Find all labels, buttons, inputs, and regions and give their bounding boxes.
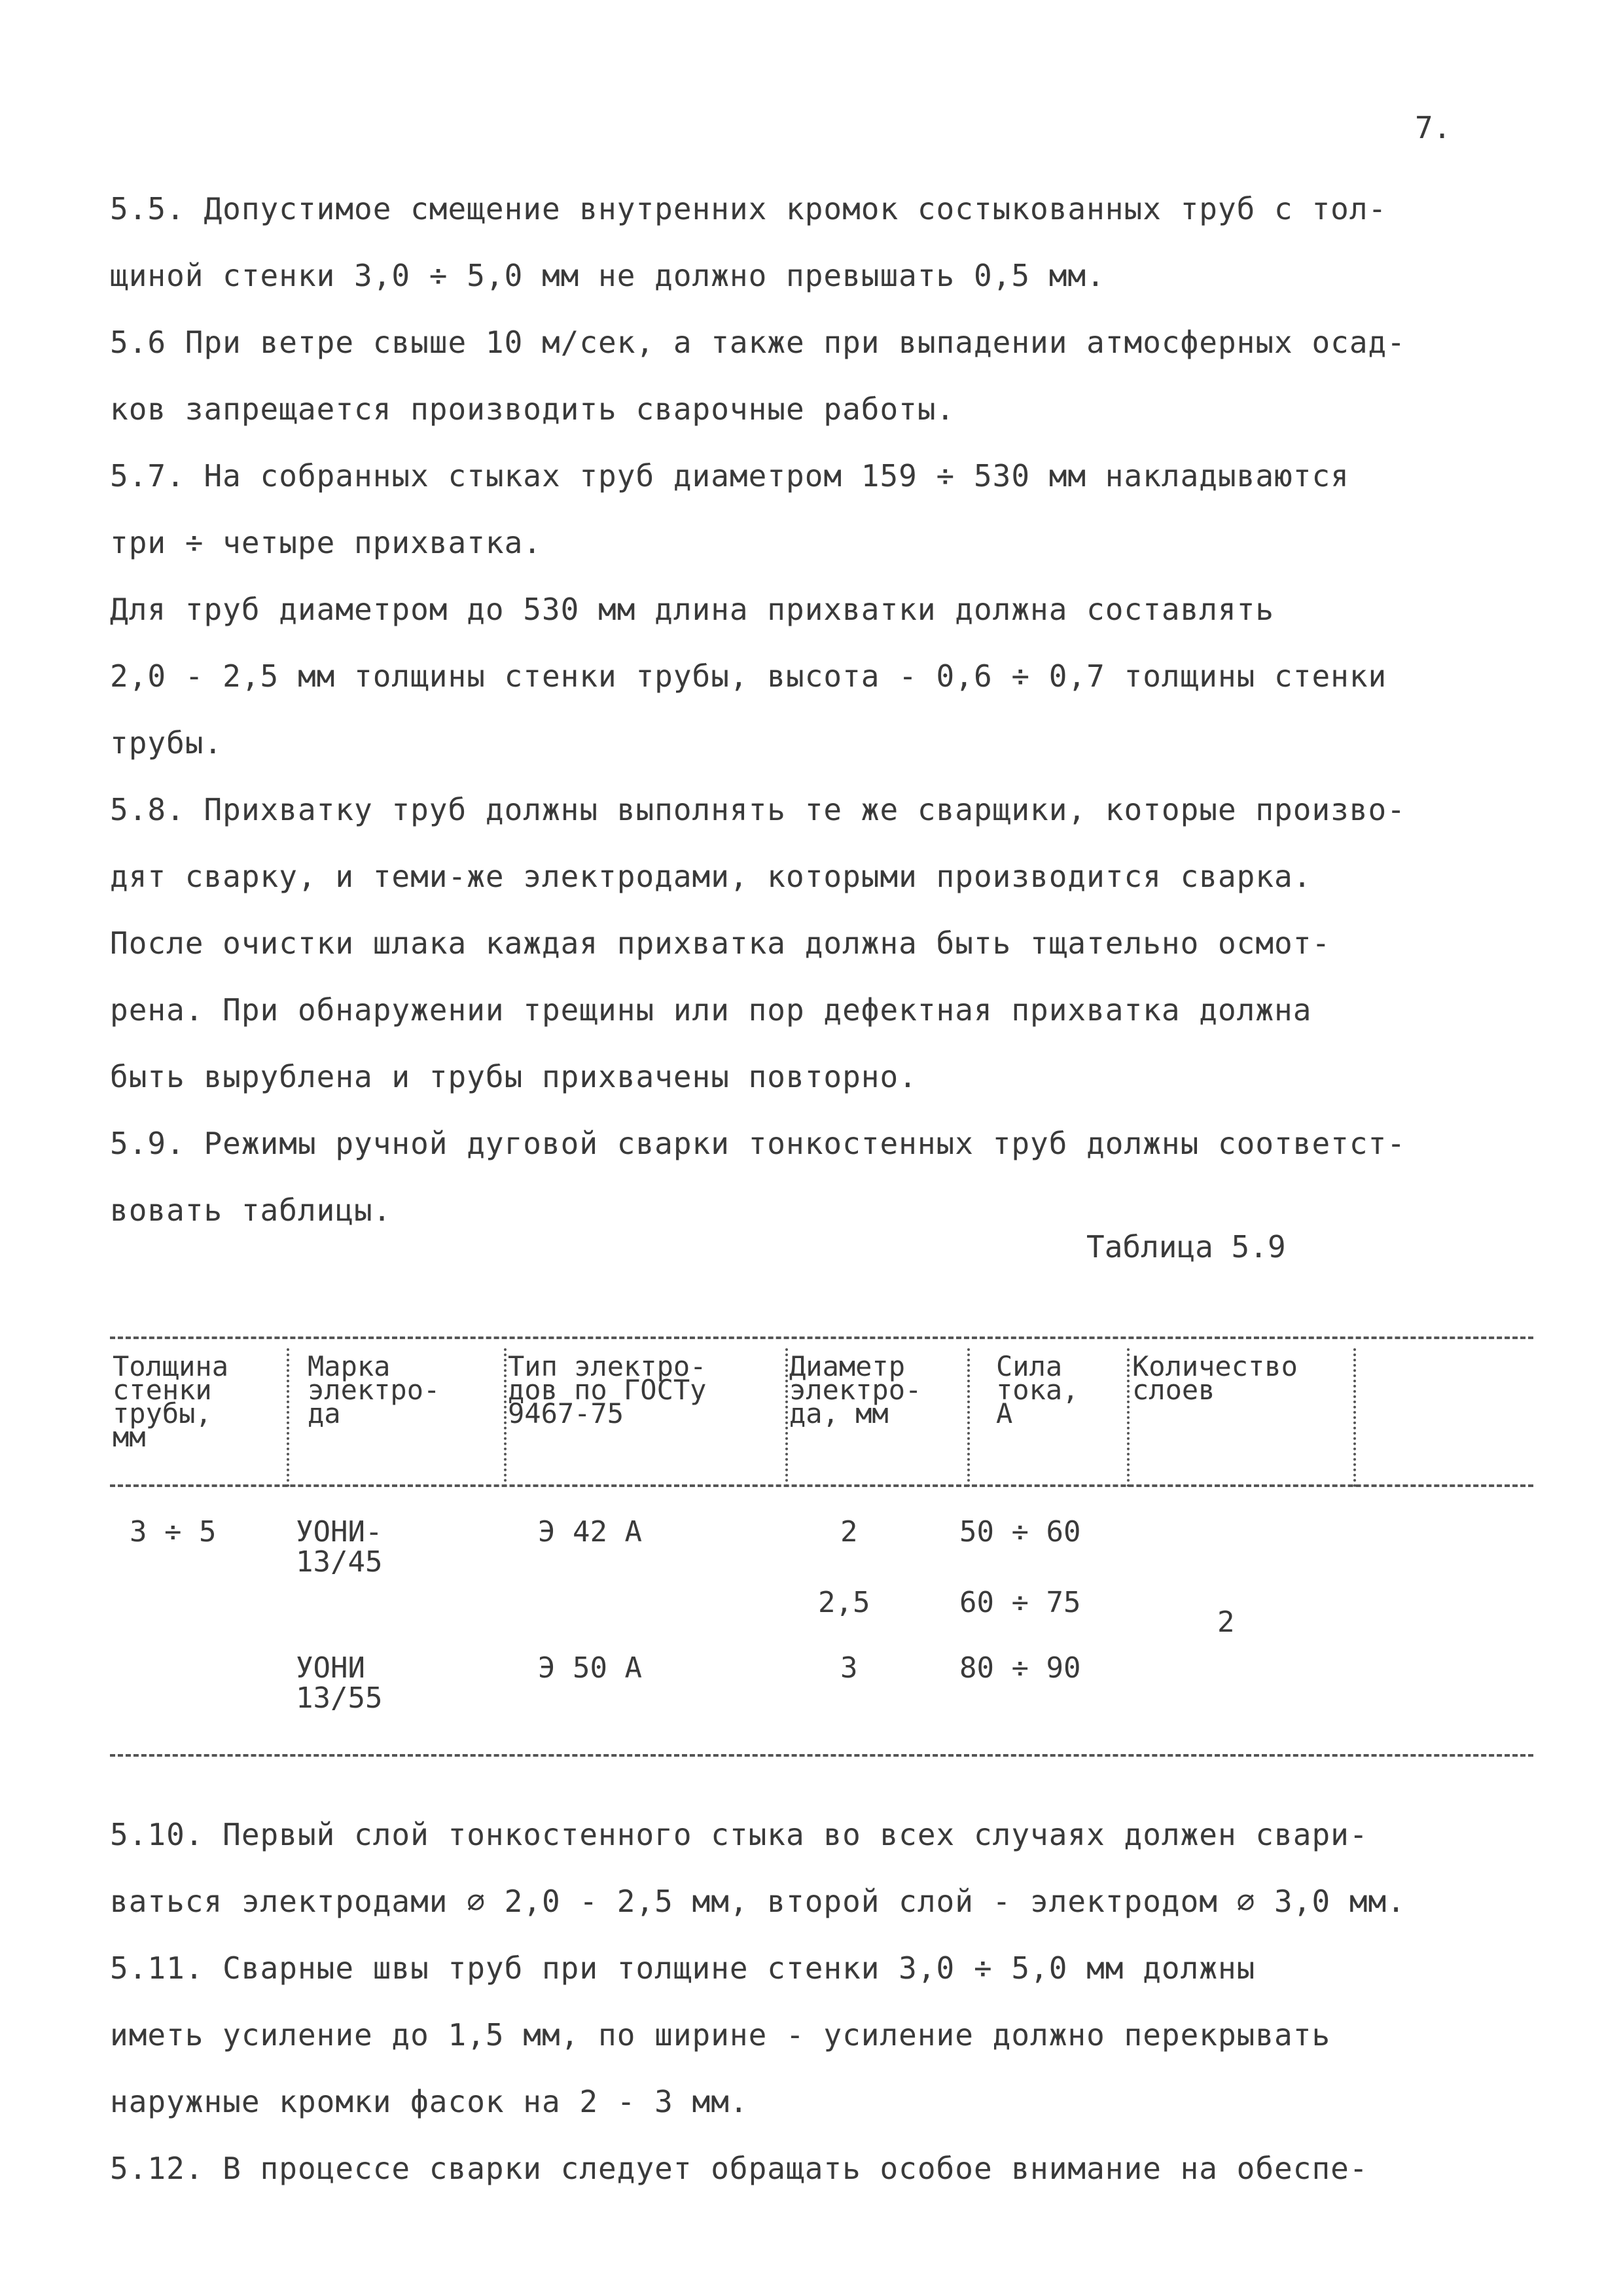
- text-line: дят сварку, и теми-же электродами, которыми производится сварка.: [110, 859, 1312, 894]
- table-cell: 50 ÷ 60: [959, 1515, 1081, 1549]
- text-line: 5.9. Режимы ручной дуговой сварки тонкостенных труб должны соответст-: [110, 1126, 1406, 1161]
- text-line: наружные кромки фасок на 2 - 3 мм.: [110, 2084, 749, 2119]
- table-cell: Э 50 А: [538, 1651, 642, 1685]
- text-line: 2,0 - 2,5 мм толщины стенки трубы, высота - 0,6 ÷ 0,7 толщины стенки: [110, 658, 1387, 694]
- table-header-cell: Диаметр электро- да, мм: [789, 1350, 922, 1429]
- text-line: три ÷ четыре прихватка.: [110, 525, 542, 560]
- text-line: После очистки шлака каждая прихватка должна быть тщательно осмот-: [110, 925, 1331, 961]
- table-cell: УОНИ 13/55: [296, 1651, 383, 1715]
- text-line: Для труб диаметром до 530 мм длина прихватки должна составлять: [110, 592, 1275, 627]
- text-line: иметь усиление до 1,5 мм, по ширине - усиление должно перекрывать: [110, 2017, 1331, 2053]
- text-line: 5.8. Прихватку труб должны выполнять те же сварщики, которые произво-: [110, 792, 1406, 827]
- text-line: ков запрещается производить сварочные работы.: [110, 391, 955, 427]
- table-column-separator: [1127, 1348, 1130, 1487]
- table-cell: Э 42 А: [538, 1515, 642, 1549]
- text-line: 5.6 При ветре свыше 10 м/сек, а также при выпадении атмосферных осад-: [110, 325, 1406, 360]
- table-bottom-rule: [110, 1754, 1533, 1757]
- text-line: 5.7. На собранных стыках труб диаметром 159 ÷ 530 мм накладываются: [110, 458, 1349, 493]
- table-cell: 3: [840, 1651, 858, 1685]
- text-line: 5.12. В процессе сварки следует обращать особое внимание на обеспе-: [110, 2151, 1368, 2186]
- table-cell: 80 ÷ 90: [959, 1651, 1081, 1685]
- table-header-cell: Толщина стенки трубы, мм: [113, 1350, 229, 1453]
- text-line: щиной стенки 3,0 ÷ 5,0 мм не должно превышать 0,5 мм.: [110, 258, 1105, 293]
- text-line: 5.10. Первый слой тонкостенного стыка во всех случаях должен свари-: [110, 1817, 1368, 1852]
- table-cell: 60 ÷ 75: [959, 1586, 1081, 1619]
- table-top-rule: [110, 1336, 1533, 1339]
- table-caption: Таблица 5.9: [1086, 1229, 1286, 1265]
- table-column-separator: [967, 1348, 970, 1487]
- text-line: ваться электродами ∅ 2,0 - 2,5 мм, второй слой - электродом ∅ 3,0 мм.: [110, 1884, 1406, 1919]
- table-header-cell: Сила тока, А: [996, 1350, 1079, 1429]
- table-cell: 2: [840, 1515, 858, 1549]
- table-header-cell: Количество слоев: [1132, 1350, 1298, 1406]
- text-line: 5.11. Сварные швы труб при толщине стенки 3,0 ÷ 5,0 мм должны: [110, 1950, 1256, 1986]
- table-column-separator: [287, 1348, 289, 1487]
- text-line: 5.5. Допустимое смещение внутренних кромок состыкованных труб с тол-: [110, 191, 1387, 226]
- table-column-separator: [1353, 1348, 1356, 1487]
- table-header-rule: [110, 1484, 1533, 1487]
- page-number: 7.: [1415, 110, 1452, 145]
- table-column-separator: [504, 1348, 507, 1487]
- table-column-separator: [785, 1348, 788, 1487]
- table-cell: 2: [1217, 1605, 1235, 1639]
- text-line: рена. При обнаружении трещины или пор дефектная прихватка должна: [110, 992, 1312, 1028]
- table-header-cell: Марка электро- да: [308, 1350, 440, 1429]
- table-cell: 3 ÷ 5: [130, 1515, 217, 1549]
- text-line: быть вырублена и трубы прихвачены повторно.: [110, 1059, 918, 1094]
- table-header-cell: Тип электро- дов по ГОСТу 9467-75: [508, 1350, 707, 1429]
- text-line: трубы.: [110, 725, 223, 761]
- text-line: вовать таблицы.: [110, 1193, 392, 1228]
- table-cell: 2,5: [818, 1586, 870, 1619]
- table-cell: УОНИ- 13/45: [296, 1515, 383, 1579]
